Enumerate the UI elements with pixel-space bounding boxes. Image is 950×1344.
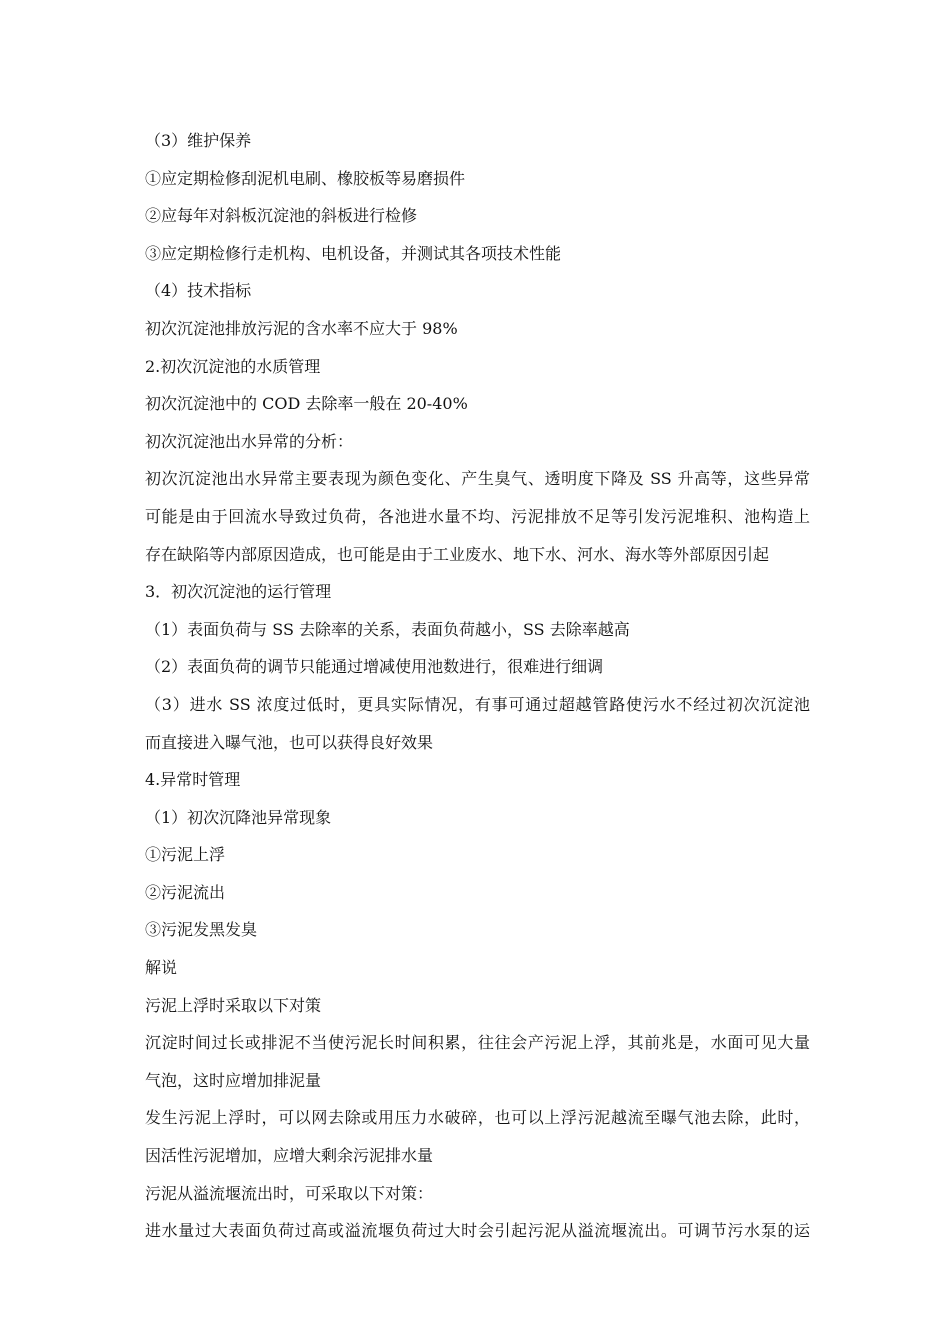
list-item: ③应定期检修行走机构、电机设备，并测试其各项技术性能: [145, 243, 562, 263]
paragraph-line: 污泥从溢流堰流出时，可采取以下对策：: [145, 1183, 434, 1203]
paragraph-line: 可能是由于回流水导致过负荷，各池进水量不均、污泥排放不足等引发污泥堆积、池构造上: [145, 506, 810, 526]
paragraph-line: 初次沉淀池出水异常的分析：: [145, 431, 354, 451]
list-item: ③污泥发黑发臭: [145, 920, 258, 940]
paragraph-line: 存在缺陷等内部原因造成，也可能是由于工业废水、地下水、河水、海水等外部原因引起: [145, 544, 770, 564]
paragraph-line: 沉淀时间过长或排泥不当使污泥长时间积累，往往会产污泥上浮，其前兆是，水面可见大量: [145, 1033, 810, 1053]
subheading-abnormal-phenomena: （1）初次沉降池异常现象: [145, 807, 332, 827]
paragraph-line: 污泥上浮时采取以下对策: [145, 995, 322, 1015]
list-item: ①污泥上浮: [145, 845, 226, 865]
paragraph-line: 初次沉淀池中的 COD 去除率一般在 20-40%: [145, 394, 468, 414]
paragraph-line: 而直接进入曝气池，也可以获得良好效果: [145, 732, 434, 752]
subheading-maintenance: （3）维护保养: [145, 131, 252, 150]
section-heading-water-quality: 2.初次沉淀池的水质管理: [145, 356, 321, 376]
paragraph-line: 进水量过大表面负荷过高或溢流堰负荷过大时会引起污泥从溢流堰流出。可调节污水泵的运: [145, 1221, 810, 1241]
list-item: ②污泥流出: [145, 882, 226, 902]
paragraph-line: 初次沉淀池出水异常主要表现为颜色变化、产生臭气、透明度下降及 SS 升高等，这些异常: [145, 469, 810, 489]
paragraph-line: 解说: [145, 958, 178, 978]
list-item: （2）表面负荷的调节只能通过增减使用池数进行，很难进行细调: [145, 657, 604, 677]
paragraph-line: 气泡，这时应增加排泥量: [145, 1070, 322, 1090]
subheading-technical-indicators: （4）技术指标: [145, 281, 252, 301]
paragraph-line: 发生污泥上浮时，可以网去除或用压力水破碎，也可以上浮污泥越流至曝气池去除，此时，: [145, 1108, 810, 1128]
section-heading-abnormal: 4.异常时管理: [145, 770, 241, 790]
paragraph-line: 初次沉淀池排放污泥的含水率不应大于 98%: [145, 318, 458, 338]
list-item: ①应定期检修刮泥机电刷、橡胶板等易磨损件: [145, 168, 466, 188]
list-item: （3）进水 SS 浓度过低时，更具实际情况，有事可通过超越管路使污水不经过初次沉淀池: [145, 694, 810, 714]
list-item: ②应每年对斜板沉淀池的斜板进行检修: [145, 206, 418, 226]
list-item: （1）表面负荷与 SS 去除率的关系，表面负荷越小，SS 去除率越高: [145, 619, 630, 639]
section-heading-operation: 3．初次沉淀池的运行管理: [145, 582, 332, 602]
paragraph-line: 因活性污泥增加，应增大剩余污泥排水量: [145, 1146, 434, 1166]
document-body: [145, 122, 810, 1250]
